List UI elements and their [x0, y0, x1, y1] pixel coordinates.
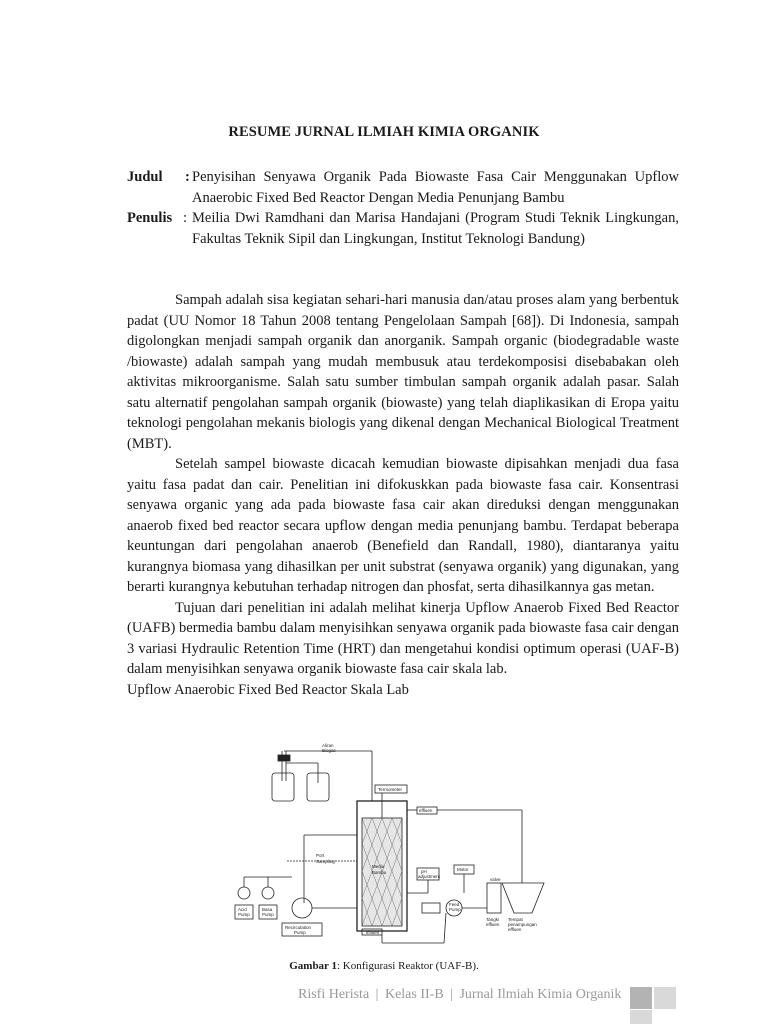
label-base-2: Pump	[262, 912, 274, 917]
label-feed-2: Pump	[449, 907, 461, 912]
label-feed-1: Feed	[449, 902, 460, 907]
label-termometer: Termometer	[378, 787, 403, 792]
label-aliran-2: Biogas	[322, 748, 336, 753]
penulis-colon: :	[183, 210, 188, 226]
judul-value: Penyisihan Senyawa Organik Pada Biowaste Fasa Cair Menggunakan Upflow Anaerobic Fixed Bed Reactor Dengan Media Penunjang Bambu	[192, 169, 679, 206]
reactor-figure	[232, 743, 562, 959]
footer-class: Kelas II-B	[384, 987, 444, 1002]
gas-bottles	[272, 751, 372, 801]
meta-penulis	[127, 208, 679, 249]
caption-text: : Konfigurasi Reaktor (UAF-B).	[337, 960, 479, 972]
label-tempat-2: penampungan	[508, 922, 537, 927]
label-port-1: Port	[316, 853, 325, 858]
effluen-tank	[502, 883, 544, 913]
footer-subject: Jurnal Ilmiah Kimia Organik	[459, 987, 622, 1002]
label-port-2: Sampling	[316, 859, 335, 864]
label-tangki-2: effluen	[486, 922, 500, 927]
meta-judul	[127, 167, 679, 208]
label-acid-2: Pump	[238, 912, 250, 917]
label-tempat-3: effluen	[508, 927, 522, 932]
paragraph-3: Tujuan dari penelitian ini adalah melihat kinerja Upflow Anaerob Fixed Bed Reactor (UAFB) bermedia bambu dalam menyisihkan senyawa organik pada biowaste fasa cair dengan 3 variasi Hydraulic Retention Time (HRT) dan mengetahui kondisi optimum operasi (UAF-B) dalam menyisihkan senyawa organik biowaste fasa cair skala lab.	[127, 599, 679, 677]
label-recirc-2: Pump	[294, 930, 306, 935]
page-footer	[298, 987, 621, 1003]
label-influen: influen	[366, 930, 380, 935]
label-base-1: Basa	[262, 907, 273, 912]
footer-author: Risfi Herista	[298, 987, 370, 1002]
judul-colon: :	[185, 169, 190, 185]
reactor-diagram	[232, 743, 562, 959]
paragraph-2: Setelah sampel biowaste dicacah kemudian biowaste dipisahkan menjadi dua fasa yaitu fasa padat dan cair. Penelitian ini difokuskkan pada biowaste fasa cair. Konsentrasi senyawa organic yang ada pada biowaste fasa cair akan direduksi dengan menggunakan anaerob fixed bed reactor secara upflow dengan media penunjang bambu. Terdapat beberapa keuntungan dari pengolahan anaerob (Benefield dan Randall, 1980), diantaranya yaitu kurangnya biomasa yang dihasilkan per unit substrat (senyawa organik) yang digunakan, yang berarti kurangnya kebutuhan terhadap nitrogen dan phosfat, serta dihasilkannya gas metan.	[127, 456, 679, 595]
penulis-value: Meilia Dwi Ramdhani dan Marisa Handajani (Program Studi Teknik Lingkungan, Fakultas Teknik Sipil dan Lingkungan, Institut Teknologi Bandung)	[192, 210, 679, 247]
judul-label: Judul	[127, 169, 163, 185]
label-recirc-1: Recirculation	[285, 925, 312, 930]
label-media-1: Media	[372, 864, 385, 869]
label-ph-1: pH	[421, 869, 427, 874]
label-tempat-1: Tempat	[508, 917, 523, 922]
section-heading: Upflow Anaerobic Fixed Bed Reactor Skala Lab	[127, 681, 409, 698]
caption-label: Gambar 1	[289, 960, 337, 972]
label-tangki-1: Tangki	[486, 917, 500, 922]
label-media-2: Bambu	[372, 870, 387, 875]
document-title: RESUME JURNAL ILMIAH KIMIA ORGANIK	[228, 124, 540, 140]
paragraph-1: Sampah adalah sisa kegiatan sehari-hari manusia dan/atau proses alam yang berbentuk padat (UU Nomor 18 Tahun 2008 tentang Pengelolaan Sampah [68]). Di Indonesia, sampah digolongkan menjadi sampah organik dan anorganik. Sampah organic (biodegradable waste /biowaste) adalah sampah yang mudah membusuk atau terdekomposisi disebabakan oleh aktivitas mikroorganisme. Salah satu sumber timbulan sampah organik adalah pasar. Salah satu alternatif pengolahan sampah organik (biowaste) yang telah diaplikasikan di Eropa yaitu teknologi pengolahan mekanis biologis yang dikenal dengan Mechanical Biological Treatment (MBT).	[127, 292, 679, 452]
label-effluen-top: effluen	[419, 808, 433, 813]
label-aliran-1: Aliran	[322, 743, 334, 748]
footer-decoration-square	[630, 987, 652, 1009]
tangki-effluen	[487, 883, 501, 913]
footer-sep-2: |	[450, 987, 453, 1002]
footer-decoration-square	[654, 987, 676, 1009]
recirc-pump	[292, 898, 312, 918]
label-acid-1: Acid	[238, 907, 247, 912]
label-ph-2: adjustment	[418, 874, 441, 879]
label-valve: valve	[490, 877, 501, 882]
footer-decoration-square	[630, 1010, 652, 1024]
figure-caption	[0, 960, 768, 972]
label-motor: Motor	[457, 867, 469, 872]
penulis-label: Penulis	[127, 210, 173, 226]
body-text	[127, 290, 679, 700]
footer-sep-1: |	[375, 987, 379, 1002]
